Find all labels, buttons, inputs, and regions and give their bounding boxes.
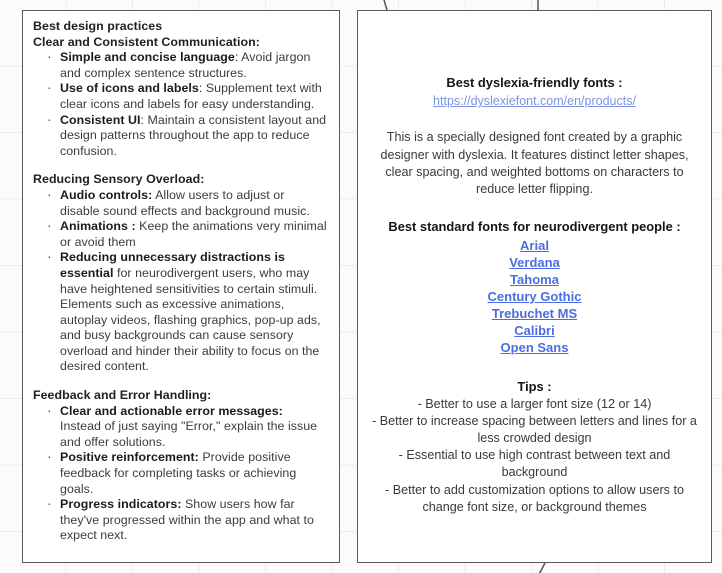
section-heading-feedback: Feedback and Error Handling: [33,388,212,403]
fonts-content [372,19,697,516]
list-item [47,219,327,250]
item-rest: Show users how far they've progressed within the app and what to expect next. [60,497,314,543]
font-link-verdana[interactable]: Verdana [509,255,560,271]
design-practices-card[interactable] [22,10,340,563]
standard-fonts-heading: Best standard fonts for neurodivergent people : [388,219,681,235]
list-item [47,497,327,544]
list-communication [33,50,327,159]
tips-heading: Tips : [517,379,552,395]
item-rest: Allow users to adjust or disable sound effects and background music. [60,187,310,218]
tip-item: - Essential to use high contrast between text and background [398,448,671,480]
item-lead: Positive reinforcement: [60,450,199,465]
font-link-open-sans[interactable]: Open Sans [500,340,569,356]
dyslexia-fonts-heading: Best dyslexia-friendly fonts : [446,75,623,90]
item-rest: : Avoid jargon and complex sentence structures. [60,50,311,80]
font-link-calibri[interactable]: Calibri [514,323,555,339]
tip-item: - Better to increase spacing between letters and lines for a less crowded design [372,413,697,446]
tip-item: - Better to use a larger font size (12 or 14) [417,396,652,411]
design-practices-content [33,19,327,544]
item-rest: Provide positive feedback for completing tasks or achieving goals. [60,450,297,496]
font-link-arial[interactable]: Arial [520,238,549,254]
font-link-trebuchet-ms[interactable]: Trebuchet MS [491,306,578,322]
list-item [47,50,327,81]
list-item [47,188,327,219]
list-item [47,404,327,451]
item-rest: : Maintain a consistent layout and design patterns throughout the app to reduce confusion. [60,112,327,158]
tips-list [372,396,697,516]
font-link-century-gothic[interactable]: Century Gothic [487,289,582,305]
item-lead: Animations : [60,219,136,234]
dyslexia-description: This is a specially designed font created by a graphic designer with dyslexia. It features distinct letter shapes, clear spacing, and weighted bottoms on characters to reduce letter flipping. [380,130,689,197]
standard-fonts-list [372,237,697,356]
list-item [47,81,327,112]
dyslexiefont-link[interactable]: https://dyslexiefont.com/en/products/ [433,94,636,109]
spacer [372,198,697,218]
tip-item: - Better to add customization options to allow users to change font size, or background themes [385,482,684,514]
top-spacer [372,19,697,74]
page-title: Best design practices [33,19,163,33]
list-item [47,450,327,497]
item-lead: Consistent UI [60,112,141,127]
item-lead: Audio controls: [60,187,153,202]
fonts-card[interactable] [357,10,712,563]
section-heading-sensory: Reducing Sensory Overload: [33,172,205,187]
list-sensory [33,188,327,375]
item-rest: Keep the animations very minimal or avoid them [60,219,327,249]
list-feedback [33,404,327,544]
item-lead: Reducing unnecessary distractions is essential [60,250,285,280]
item-lead: Use of icons and labels [60,81,199,96]
item-lead: Progress indicators: [60,497,182,512]
section-spacer [33,375,327,388]
item-rest: Instead of just saying "Error," explain the issue and offer solutions. [60,419,318,449]
list-item [47,250,327,375]
section-heading-communication: Clear and Consistent Communication: [33,34,260,49]
item-lead: Clear and actionable error messages: [60,403,283,418]
item-rest: for neurodivergent users, who may have heightened sensitivities to certain stimuli. Elements such as excessive animations, autoplay videos, flashing graphics, pop-up ads, and busy backgrounds can cause sensory overload and hinder their ability to focus on the desired content. [60,265,321,374]
item-lead: Simple and concise language [60,50,235,65]
item-rest: : Supplement text with clear icons and labels for easy understanding. [60,81,322,111]
list-item [47,113,327,160]
font-link-tahoma[interactable]: Tahoma [510,272,559,288]
section-spacer [33,159,327,172]
